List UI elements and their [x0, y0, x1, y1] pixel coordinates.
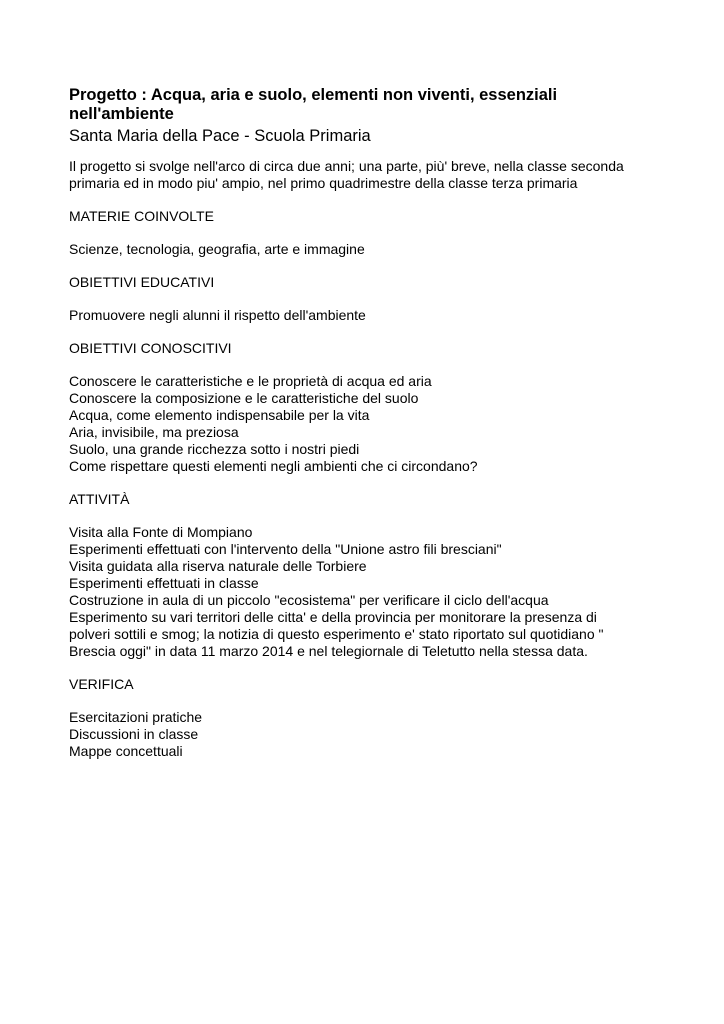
section-heading-materie: MATERIE COINVOLTE: [69, 208, 214, 224]
list-item: Acqua, come elemento indispensabile per la vita: [69, 407, 370, 423]
list-item: Esperimenti effettuati con l'intervento della "Unione astro fili bresciani": [69, 541, 502, 557]
list-item: Visita alla Fonte di Mompiano: [69, 524, 253, 540]
list-item: Esperimenti effettuati in classe: [69, 575, 259, 591]
list-item: polveri sottili e smog; la notizia di questo esperimento e' stato riportato sul quotidiano ": [69, 626, 604, 642]
list-item: Esperimento su vari territori delle citta' e della provincia per monitorare la presenza di: [69, 609, 597, 625]
section-body-obiettivi-conoscitivi: [69, 373, 669, 475]
intro-line: primaria ed in modo piu' ampio, nel primo quadrimestre della classe terza primaria: [69, 175, 578, 191]
section-body-obiettivi-educativi: [69, 307, 669, 324]
section-body-attivita: [69, 524, 669, 660]
list-item: Visita guidata alla riserva naturale delle Torbiere: [69, 558, 367, 574]
list-item: Conoscere la composizione e le caratteristiche del suolo: [69, 390, 419, 406]
document-title: [69, 86, 669, 124]
intro-paragraph: [69, 158, 669, 192]
section-heading-attivita: ATTIVITÀ: [69, 491, 130, 507]
list-item: Esercitazioni pratiche: [69, 709, 203, 725]
section-heading-obiettivi-conoscitivi: OBIETTIVI CONOSCITIVI: [69, 340, 232, 356]
section-heading-verifica: VERIFICA: [69, 676, 134, 692]
list-item: Suolo, una grande ricchezza sotto i nostri piedi: [69, 441, 360, 457]
list-item: Costruzione in aula di un piccolo "ecosistema" per verificare il ciclo dell'acqua: [69, 592, 549, 608]
intro-line: Il progetto si svolge nell'arco di circa due anni; una parte, più' breve, nella classe seconda: [69, 158, 624, 174]
title-line: nell'ambiente: [69, 105, 174, 123]
section-heading-obiettivi-educativi: OBIETTIVI EDUCATIVI: [69, 274, 215, 290]
list-item: Brescia oggi" in data 11 marzo 2014 e nel telegiornale di Teletutto nella stessa data.: [69, 643, 588, 659]
document-subtitle: Santa Maria della Pace - Scuola Primaria: [69, 127, 371, 145]
list-item: Scienze, tecnologia, geografia, arte e immagine: [69, 241, 365, 257]
title-line: Progetto : Acqua, aria e suolo, elementi non viventi, essenziali: [69, 86, 558, 104]
section-body-verifica: [69, 709, 669, 760]
list-item: Promuovere negli alunni il rispetto dell'ambiente: [69, 307, 366, 323]
section-body-materie: [69, 241, 669, 258]
list-item: Conoscere le caratteristiche e le proprietà di acqua ed aria: [69, 373, 432, 389]
list-item: Aria, invisibile, ma preziosa: [69, 424, 239, 440]
list-item: Come rispettare questi elementi negli ambienti che ci circondano?: [69, 458, 478, 474]
list-item: Mappe concettuali: [69, 743, 183, 759]
document-page: [69, 86, 669, 760]
list-item: Discussioni in classe: [69, 726, 199, 742]
